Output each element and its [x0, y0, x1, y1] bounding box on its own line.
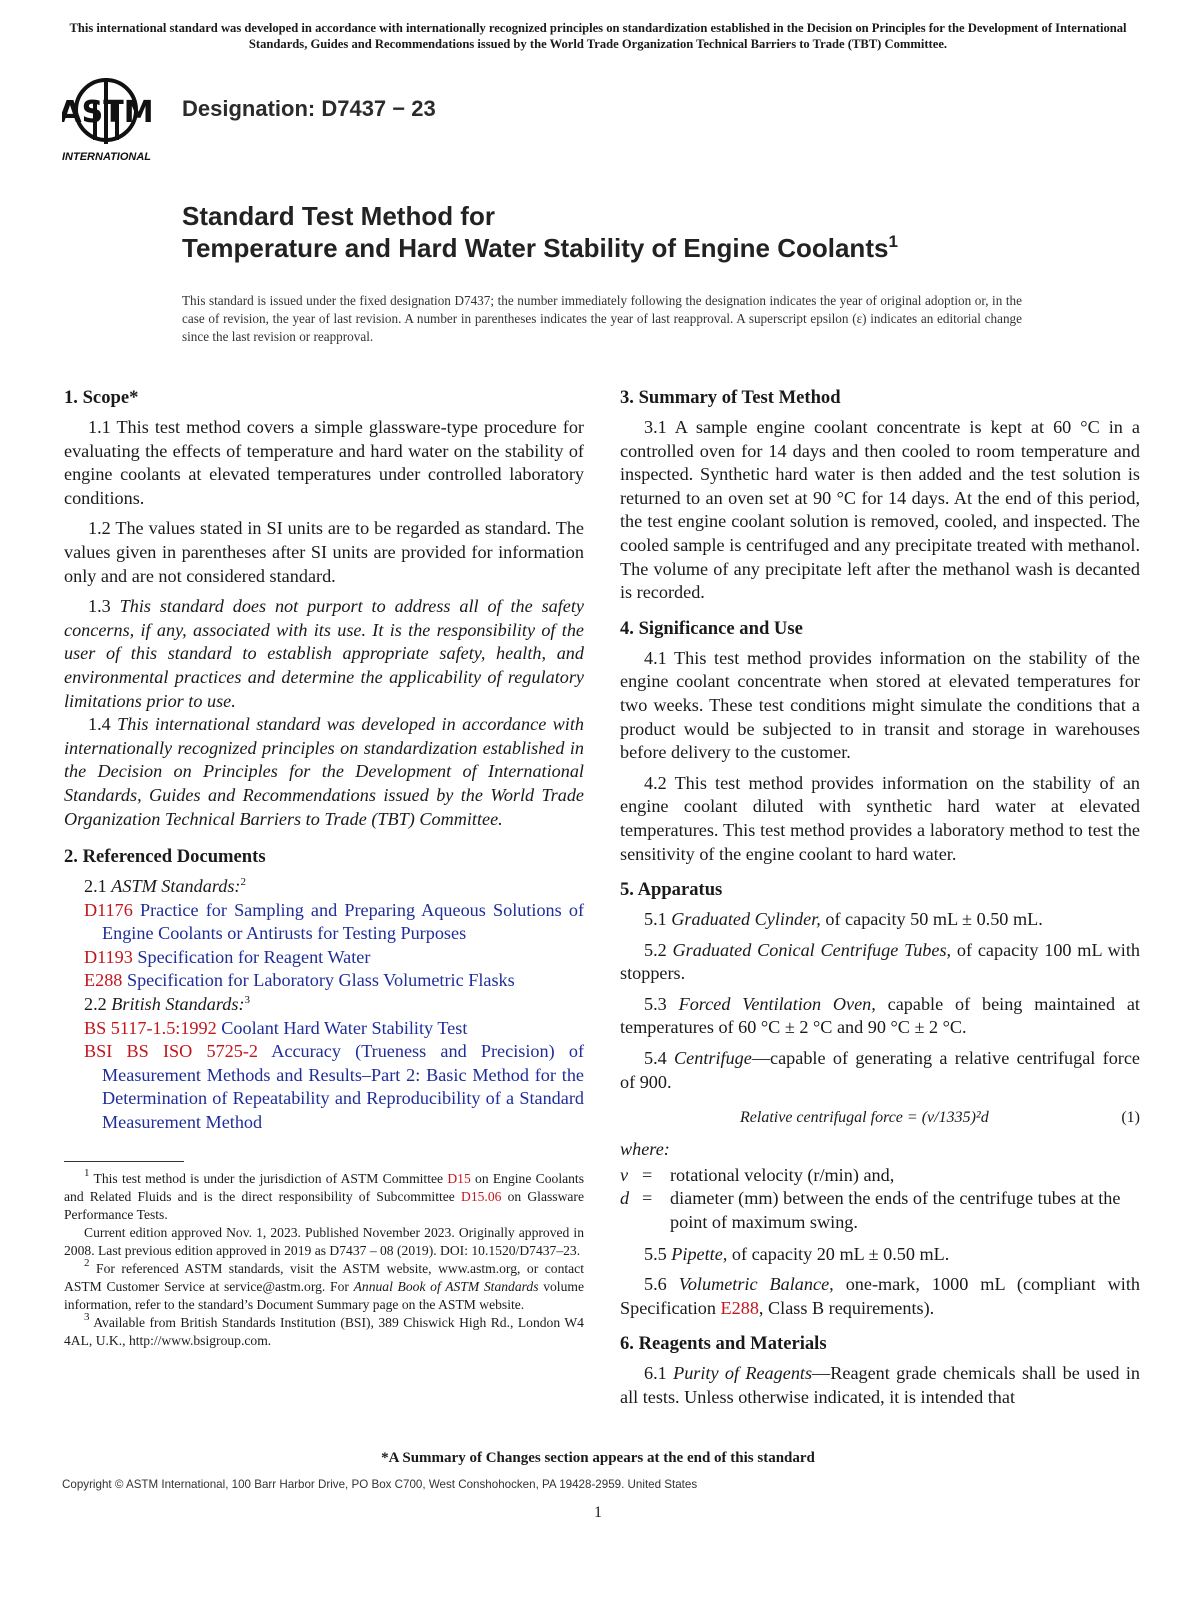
astm-standards-num: 2.1 — [84, 876, 107, 897]
title-line-1: Standard Test Method for — [182, 201, 495, 231]
footnote-3 — [64, 1310, 584, 1350]
referenced-heading: 2. Referenced Documents — [64, 846, 266, 868]
footnote-2-a: For referenced ASTM standards, visit the ASTM website, www.astm.org, or contact ASTM Customer Service at service@astm.org. For — [64, 1260, 584, 1294]
ref-title[interactable]: Accuracy (Trueness and Precision) of Measurement Methods and Results–Part 2: Basic Method for the Determination of Repeatability and Reproducibility of a Standard Measurement Method — [102, 1041, 584, 1133]
footnote-link-d15-06[interactable]: D15.06 — [461, 1188, 502, 1204]
astm-standards-text: ASTM Standards: — [111, 876, 241, 897]
item-text: one-mark, 1000 mL (compliant with Specification — [620, 1274, 1141, 1318]
item-num: 5.3 — [644, 993, 667, 1014]
item-num: 5.1 — [644, 909, 667, 930]
header-notice: This international standard was developed in accordance with internationally recognized principles on standardization established in the Decision on Principles for the Development of International Standards, Guides and Recommendations issued by the World Trade Organization Technical Barriers to Trade (TBT) Committee. — [69, 21, 1127, 51]
footnote-1-c: on Glassware Performance Tests. — [64, 1188, 584, 1222]
logo-letters: ASTM — [62, 95, 154, 130]
ref-e288[interactable] — [84, 969, 584, 993]
scope-1-1: 1.1 This test method covers a simple glassware-type procedure for evaluating the effects of temperature and hard water on the stability of engine coolants at elevated temperatures under controlled laboratory conditions. — [64, 417, 584, 508]
significance-4-2: 4.2 This test method provides information on the stability of an engine coolant diluted with synthetic hard water at elevated temperatures. This test method provides a laboratory method to test the sensitivity of the engine coolant to hard water. — [620, 772, 1140, 864]
where-def-v — [620, 1164, 1140, 1188]
footnote-1-current: Current edition approved Nov. 1, 2023. Published November 2023. Originally approved in 2008. Last previous edition approved in 2019 as D7437 – 08 (2019). DOI: 10.1520/D7437–23. — [64, 1224, 584, 1258]
ref-bs-5117[interactable] — [84, 1017, 584, 1041]
equation-text: Relative centrifugal force = (v/1335)²d — [740, 1109, 989, 1127]
item-text: , Class B requirements). — [758, 1297, 935, 1318]
ref-code[interactable]: E288 — [84, 970, 123, 991]
astm-logo — [62, 70, 174, 166]
footnote-link-d15[interactable]: D15 — [447, 1170, 471, 1186]
item-text: of capacity 20 mL ± 0.50 mL. — [727, 1243, 950, 1264]
summary-heading: 3. Summary of Test Method — [620, 387, 841, 408]
reagents-6-1 — [620, 1362, 1140, 1409]
apparatus-5-4 — [620, 1047, 1140, 1094]
footnote-rule — [64, 1161, 184, 1162]
significance-heading: 4. Significance and Use — [620, 617, 803, 639]
scope-1-4-num: 1.4 — [88, 714, 111, 735]
scope-1-3-num: 1.3 — [88, 596, 111, 617]
british-standards-num: 2.2 — [84, 994, 107, 1015]
item-name: Volumetric Balance, — [678, 1274, 834, 1295]
ref-code[interactable]: D1176 — [84, 899, 133, 920]
astm-standards-label — [84, 875, 584, 899]
item-name: Graduated Conical Centrifuge Tubes, — [672, 939, 952, 960]
item-num: 5.6 — [644, 1274, 667, 1295]
ref-code[interactable]: D1193 — [84, 946, 133, 967]
footnote-3-mark: 3 — [84, 1310, 90, 1323]
astm-standards-mark: 2 — [240, 876, 246, 889]
item-name: Centrifuge — [674, 1048, 752, 1069]
right-column — [620, 386, 1140, 1417]
footnote-1-mark: 1 — [84, 1166, 90, 1179]
item-text: —capable of generating a relative centrifugal force of 900. — [620, 1048, 1140, 1092]
where-text: rotational velocity (r/min) and, — [670, 1164, 895, 1185]
where-equals: = — [642, 1164, 653, 1185]
ref-code[interactable]: BSI BS ISO 5725-2 — [84, 1041, 259, 1062]
document-title — [182, 200, 1122, 264]
title-text: Temperature and Hard Water Stability of Engine Coolants — [182, 233, 889, 263]
designation: Designation: D7437 − 23 — [182, 96, 436, 121]
title-footnote-mark: 1 — [888, 232, 898, 251]
ref-d1193[interactable] — [84, 946, 584, 970]
where-text: diameter (mm) between the ends of the centrifuge tubes at the point of maximum swing. — [670, 1188, 1121, 1233]
apparatus-5-5 — [620, 1243, 1140, 1267]
link-e288[interactable]: E288 — [720, 1297, 759, 1318]
significance-4-1: 4.1 This test method provides information on the stability of the engine coolant concentrate when stored at elevated temperatures for two weeks. These test conditions might simulate the conditions that a product would be subjected to in transit and storage in warehouses before delivery to the customer. — [620, 647, 1140, 763]
scope-1-4-text: This international standard was developed in accordance with internationally recognized principles on standardization established in the Decision on Principles for the Development of International Standards, Guides and Recommendations issued by the World Trade Organization Technical Barriers to Trade (TBT) Committee. — [64, 714, 585, 829]
footnote-1-a: This test method is under the jurisdiction of ASTM Committee — [93, 1170, 448, 1186]
item-text: capable of being maintained at temperatures of 60 °C ± 2 °C and 90 °C ± 2 °C. — [620, 993, 1140, 1038]
scope-heading: 1. Scope* — [64, 387, 139, 408]
item-num: 5.4 — [644, 1048, 667, 1069]
summary-3-1: 3.1 A sample engine coolant concentrate is kept at 60 °C in a controlled oven for 14 days and then cooled to room temperature and inspected. Synthetic hard water is then added and the test solution is returned to an oven set at 90 °C for 14 days. At the end of this period, the test engine coolant solution is removed, cooled, and inspected. The cooled sample is centrifuged and any precipitate treated with methanol. The volume of any precipitate left after the methanol wash is decanted is recorded. — [620, 417, 1140, 603]
ref-title[interactable]: Specification for Reagent Water — [137, 946, 371, 967]
apparatus-5-1 — [620, 908, 1140, 932]
astm-logo-icon — [62, 70, 174, 166]
logo-international: INTERNATIONAL — [62, 151, 152, 163]
scope-1-3 — [64, 595, 584, 713]
equation-1 — [620, 1102, 1140, 1130]
item-name: Purity of Reagents — [673, 1363, 813, 1384]
title-line-2 — [182, 232, 1122, 264]
item-text: —Reagent grade chemicals shall be used in all tests. Unless otherwise indicated, it is intended that — [620, 1363, 1140, 1407]
ref-title[interactable]: Practice for Sampling and Preparing Aqueous Solutions of Engine Coolants or Antirusts for Testing Purposes — [102, 899, 585, 944]
item-name: Forced Ventilation Oven, — [678, 993, 876, 1014]
where-equals: = — [642, 1188, 653, 1209]
apparatus-5-2 — [620, 939, 1140, 986]
british-standards-text: British Standards: — [111, 994, 245, 1015]
copyright: Copyright © ASTM International, 100 Barr Harbor Drive, PO Box C700, West Conshohocken, PA 19428-2959. United States — [62, 1478, 698, 1491]
item-num: 5.2 — [644, 939, 667, 960]
where-label: where: — [620, 1139, 670, 1160]
footnote-1-b: on Engine Coolants and Related Fluids and is the direct responsibility of Subcommittee — [64, 1170, 584, 1204]
ref-code[interactable]: BS 5117-1.5:1992 — [84, 1017, 217, 1038]
item-text: of capacity 50 mL ± 0.50 mL. — [820, 909, 1043, 930]
item-num: 6.1 — [644, 1363, 667, 1384]
summary-of-changes-note: *A Summary of Changes section appears at the end of this standard — [381, 1450, 815, 1466]
ref-bsi-iso-5725[interactable] — [84, 1040, 584, 1134]
reagents-heading: 6. Reagents and Materials — [620, 1333, 827, 1355]
ref-title[interactable]: Specification for Laboratory Glass Volumetric Flasks — [126, 970, 515, 991]
footnote-3-text: Available from British Standards Institution (BSI), 389 Chiswick High Rd., London W4 4AL, U.K., http://www.bsigroup.com. — [64, 1314, 584, 1348]
equation-number: (1) — [1121, 1109, 1140, 1127]
footnote-2-b: volume information, refer to the standard’s Document Summary page on the ASTM website. — [64, 1278, 584, 1312]
footnote-2-italic: Annual Book of ASTM Standards — [353, 1278, 539, 1294]
apparatus-heading: 5. Apparatus — [620, 879, 723, 901]
page-number: 1 — [594, 1504, 602, 1521]
footnote-2-mark: 2 — [84, 1256, 90, 1269]
scope-1-4 — [64, 713, 584, 831]
british-standards-label — [84, 993, 584, 1017]
item-text: of capacity 100 mL with stoppers. — [620, 939, 1141, 984]
where-symbol: v — [620, 1164, 629, 1185]
apparatus-5-6 — [620, 1273, 1140, 1320]
british-standards-mark: 3 — [244, 994, 250, 1007]
scope-1-2: 1.2 The values stated in SI units are to be regarded as standard. The values given in parentheses after SI units are provided for information only and are not considered standard. — [64, 518, 584, 586]
where-def-d — [620, 1187, 1140, 1234]
left-column — [64, 386, 584, 1350]
footnote-2 — [64, 1256, 584, 1314]
footnote-1 — [64, 1166, 584, 1224]
issued-note: This standard is issued under the fixed designation D7437; the number immediately following the designation indicates the year of original adoption or, in the case of revision, the year of last revision. A number in parentheses indicates the year of last reapproval. A superscript epsilon (ε) indicates an editorial change since the last revision or reapproval. — [182, 293, 1022, 344]
item-num: 5.5 — [644, 1243, 667, 1264]
where-symbol: d — [620, 1188, 630, 1209]
scope-1-3-text: This standard does not purport to address all of the safety concerns, if any, associated with its use. It is the responsibility of the user of this standard to establish appropriate safety, health, and environmental practices and determine the applicability of regulatory limitations prior to use. — [64, 596, 584, 711]
ref-title[interactable]: Coolant Hard Water Stability Test — [221, 1017, 468, 1038]
item-name: Pipette, — [671, 1243, 728, 1264]
ref-d1176[interactable] — [84, 899, 584, 946]
item-name: Graduated Cylinder, — [671, 909, 821, 930]
apparatus-5-3 — [620, 993, 1140, 1040]
